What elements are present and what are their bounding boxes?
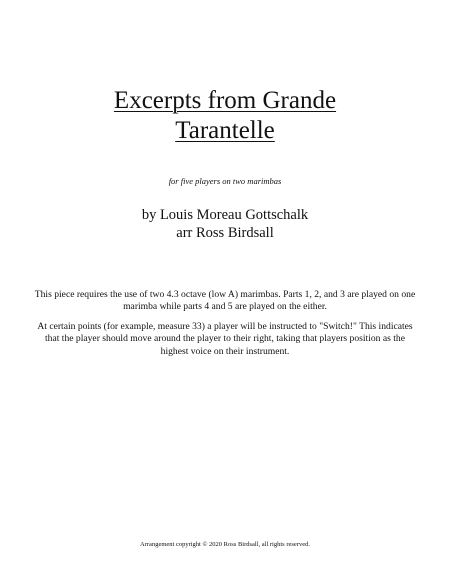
composer-credit: by Louis Moreau Gottschalk — [141, 207, 309, 223]
title-line-2: Tarantelle — [175, 117, 275, 144]
performance-note-switch: At certain points (for example, measure 33) a player will be instructed to "Switch!" This indicates that the player should move around the player to their right, taking that players position as the highest voice on their instrument. — [37, 321, 413, 357]
copyright-notice: Arrangement copyright © 2020 Ross Birdsall, all rights reserved. — [140, 541, 310, 548]
performance-note-instruments: This piece requires the use of two 4.3 octave (low A) marimbas. Parts 1, 2, and 3 are played on one marimba while parts 4 and 5 are played on the either. — [34, 289, 416, 313]
title-line-1: Excerpts from Grande — [113, 87, 337, 114]
instrumentation-subtitle: for five players on two marimbas — [168, 176, 282, 186]
arranger-credit: arr Ross Birdsall — [176, 225, 274, 241]
